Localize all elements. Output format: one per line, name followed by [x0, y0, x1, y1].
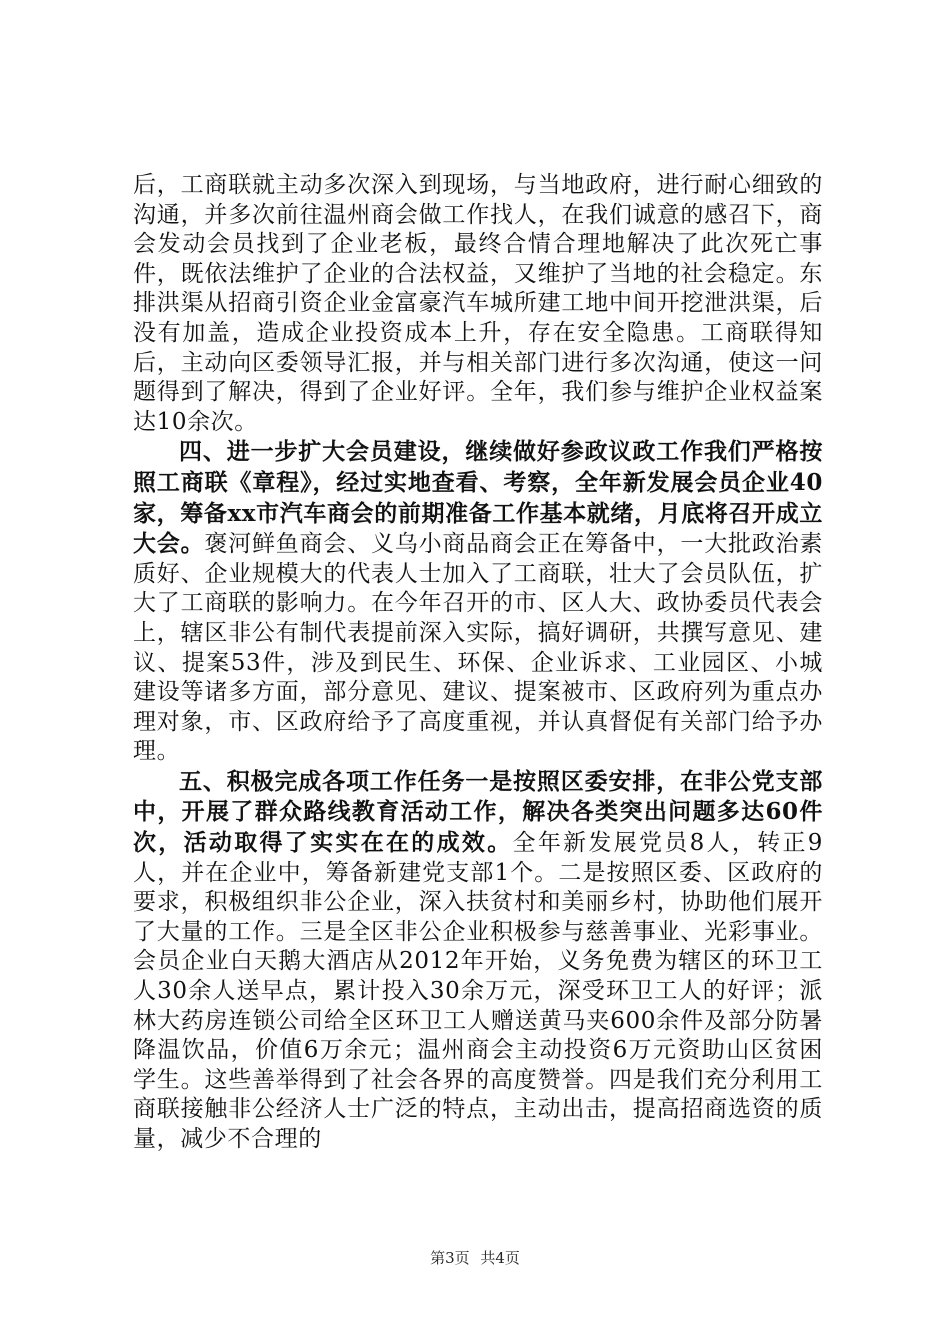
paragraph-text: 褒河鲜鱼商会、义乌小商品商会正在筹备中，一大批政治素质好、企业规模大的代表人士加入了工商联，壮大了会员队伍，扩大了工商联的影响力。在今年召开的市、区人大、政协委员代表会上，辖区非公有制代表提前深入实际，搞好调研，共撰写意见、建议、提案53件，涉及到民生、环保、企业诉求、工业园区、小城建设等诸多方面，部分意见、建议、提案被市、区政府列为重点办理对象，市、区政府给予了高度重视，并认真督促有关部门给予办理。: [133, 531, 823, 765]
paragraph-section-four: [133, 437, 823, 767]
page-total: 共4页: [480, 1249, 520, 1267]
paragraph-text: 全年新发展党员8人，转正9人，并在企业中，筹备新建党支部1个。二是按照区委、区政府的要求，积极组织非公企业，深入扶贫村和美丽乡村，协助他们展开了大量的工作。三是全区非公企业积极参与慈善事业、光彩事业。会员企业白天鹅大酒店从2012年开始，义务免费为辖区的环卫工人30余人送早点，累计投入30余万元，深受环卫工人的好评；派林大药房连锁公司给全区环卫工人赠送黄马夹600余件及部分防暑降温饮品，价值6万余元；温州商会主动投资6万元资助山区贫困学生。这些善举得到了社会各界的高度赞誉。四是我们充分利用工商联接触非公经济人士广泛的特点，主动出击，提高招商选资的质量，减少不合理的: [133, 830, 823, 1152]
document-body: [133, 170, 823, 1155]
section-five-heading: 五、积极完成各项工作任务一是按照区委安排，在非公党支部中，开展了群众路线教育活动工作，解决各类突出问题多达60件次，活动取得了实实在在的成效。: [133, 767, 823, 857]
page-number: 第3页: [430, 1249, 470, 1267]
paragraph-text: 后，工商联就主动多次深入到现场，与当地政府，进行耐心细致的沟通，并多次前往温州商会做工作找人，在我们诚意的感召下，商会发动会员找到了企业老板，最终合情合理地解决了此次死亡事件，既依法维护了企业的合法权益，又维护了当地的社会稳定。东排洪渠从招商引资企业金富豪汽车城所建工地中间开挖泄洪渠，后没有加盖，造成企业投资成本上升，存在安全隐患。工商联得知后，主动向区委领导汇报，并与相关部门进行多次沟通，使这一问题得到了解决，得到了企业好评。全年，我们参与维护企业权益案达10余次。: [133, 172, 823, 435]
section-four-heading: 四、进一步扩大会员建设，继续做好参政议政工作我们严格按照工商联《章程》，经过实地查看、考察，全年新发展会员企业40家，筹备xx市汽车商会的前期准备工作基本就绪，月底将召开成立大会。: [133, 438, 823, 558]
page-footer: [0, 1247, 950, 1268]
paragraph-continuation: [133, 170, 823, 437]
paragraph-section-five: [133, 767, 823, 1155]
